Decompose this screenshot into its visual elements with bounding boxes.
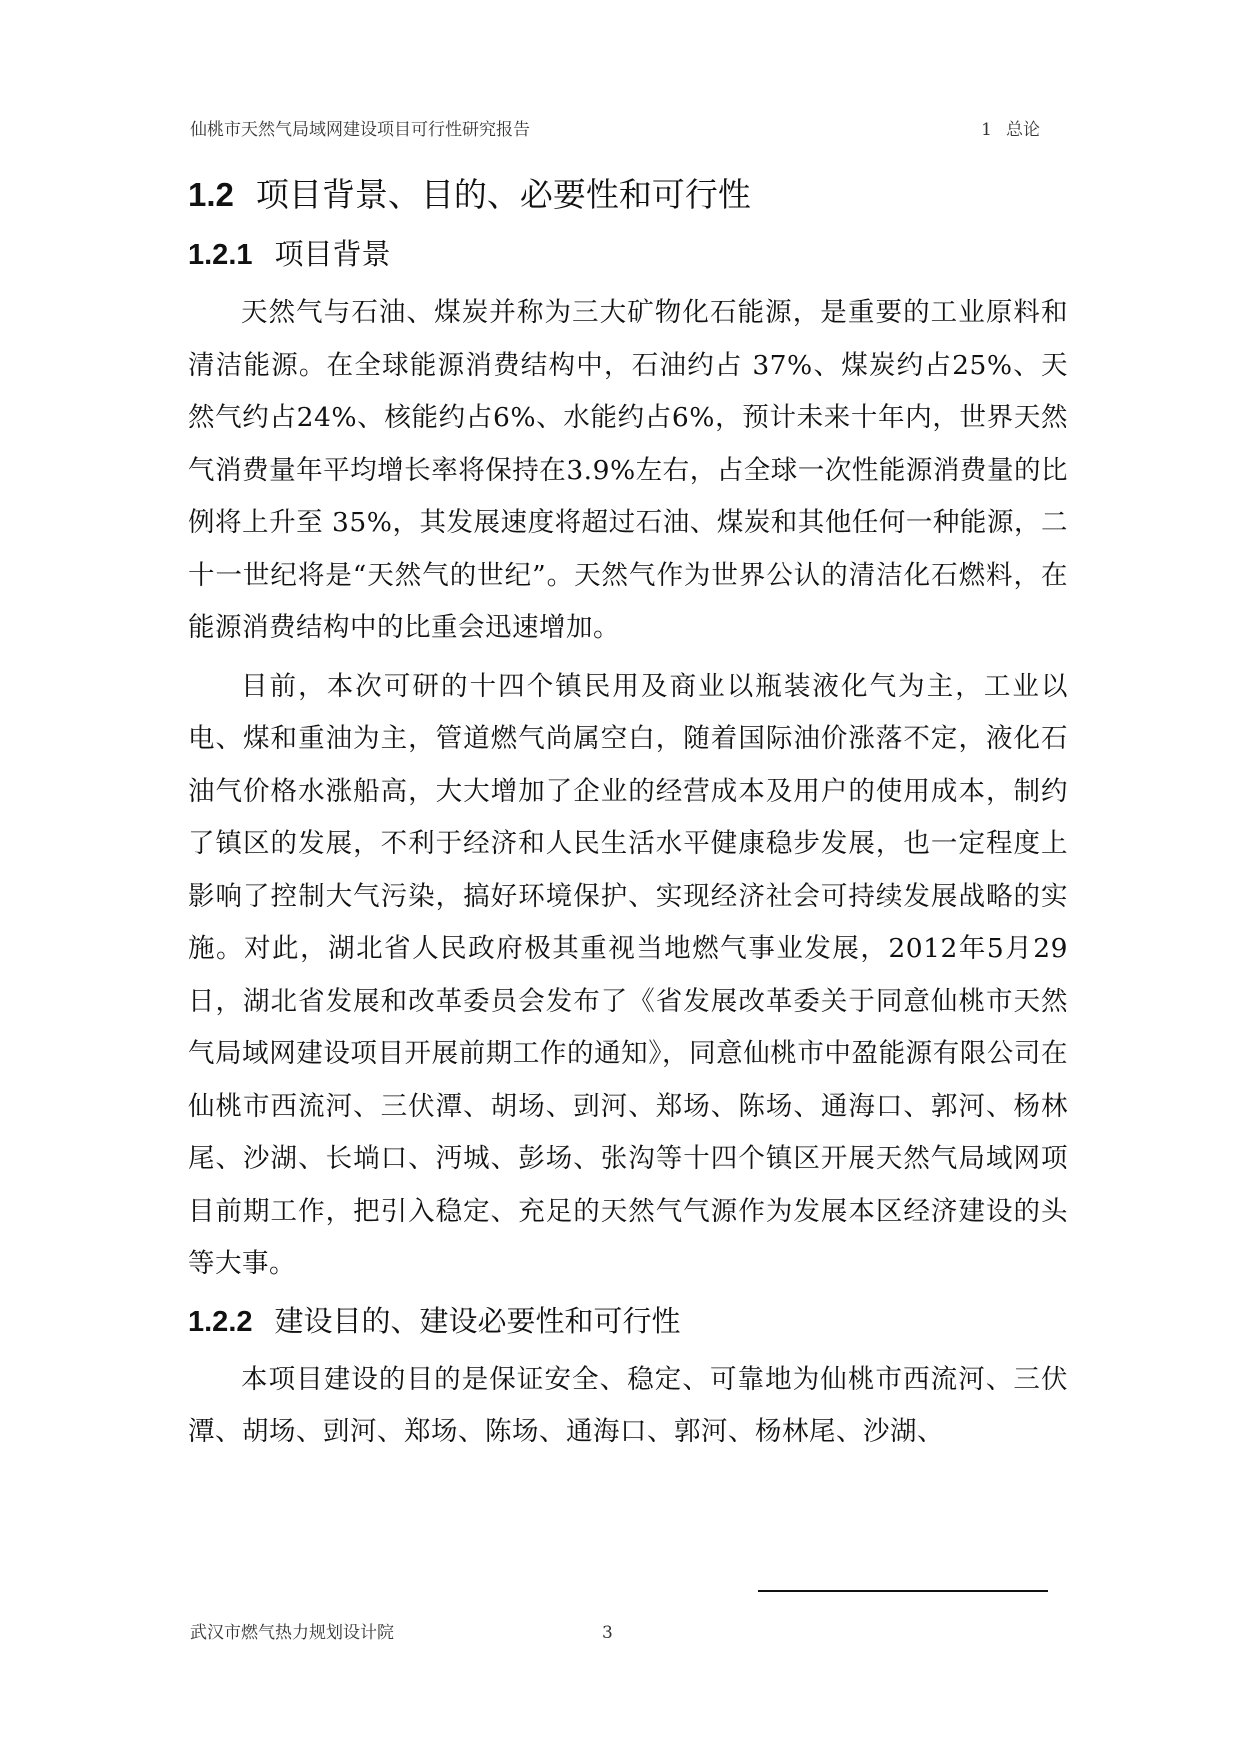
header-chapter <box>981 115 1040 145</box>
header-chapter-title: 总论 <box>1006 120 1040 140</box>
paragraph: 目前，本次可研的十四个镇民用及商业以瓶装液化气为主，工业以电、煤和重油为主，管道燃气尚属空白，随着国际油价涨落不定，液化石油气价格水涨船高，大大增加了企业的经营成本及用户的使用成本，制约了镇区的发展，不利于经济和人民生活水平健康稳步发展，也一定程度上影响了控制大气污染，搞好环境保护、实现经济社会可持续发展战略的实施。对此，湖北省人民政府极其重视当地燃气事业发展，2012年5月29日，湖北省发展和改革委员会发布了《省发展改革委关于同意仙桃市天然气局域网建设项目开展前期工作的通知》，同意仙桃市中盈能源有限公司在仙桃市西流河、三伏潭、胡场、剅河、郑场、陈场、通海口、郭河、杨林尾、沙湖、长埫口、沔城、彭场、张沟等十四个镇区开展天然气局域网项目前期工作，把引入稳定、充足的天然气气源作为发展本区经济建设的头等大事。 <box>188 670 1068 1279</box>
section-number: 1.2 <box>188 176 234 213</box>
running-header <box>190 115 1040 145</box>
page-footer <box>190 1618 1040 1648</box>
subsection-heading-purpose <box>188 1297 1068 1346</box>
paragraph: 天然气与石油、煤炭并称为三大矿物化石能源，是重要的工业原料和清洁能源。在全球能源消费结构中，石油约占 37%、煤炭约占25%、天然气约占24%、核能约占6%、水能约占6%，预计未来十年内，世界天然气消费量年平均增长率将保持在3.9%左右，占全球一次性能源消费量的比例将上升至 35%，其发展速度将超过石油、煤炭和其他任何一种能源，二十一世纪将是“天然气的世纪”。天然气作为世界公认的清洁化石燃料，在能源消费结构中的比重会迅速增加。 <box>188 297 1068 643</box>
header-chapter-number: 1 <box>981 120 992 140</box>
subsection-title: 项目背景 <box>274 237 391 271</box>
subsection-title: 建设目的、建设必要性和可行性 <box>274 1303 681 1338</box>
page-number: 3 <box>602 1623 613 1643</box>
section-heading <box>188 168 1068 222</box>
subsection-heading-background <box>188 230 1068 279</box>
subsection-number: 1.2.1 <box>188 239 253 271</box>
document-body <box>188 168 1068 1459</box>
subsection-number: 1.2.2 <box>188 1305 253 1338</box>
footer-organization: 武汉市燃气热力规划设计院 <box>190 1623 394 1643</box>
header-report-title: 仙桃市天然气局域网建设项目可行性研究报告 <box>190 120 530 140</box>
footer-divider <box>758 1590 1048 1592</box>
paragraph: 本项目建设的目的是保证安全、稳定、可靠地为仙桃市西流河、三伏潭、胡场、剅河、郑场、陈场、通海口、郭河、杨林尾、沙湖、 <box>188 1363 1068 1447</box>
section-title: 项目背景、目的、必要性和可行性 <box>255 175 751 214</box>
